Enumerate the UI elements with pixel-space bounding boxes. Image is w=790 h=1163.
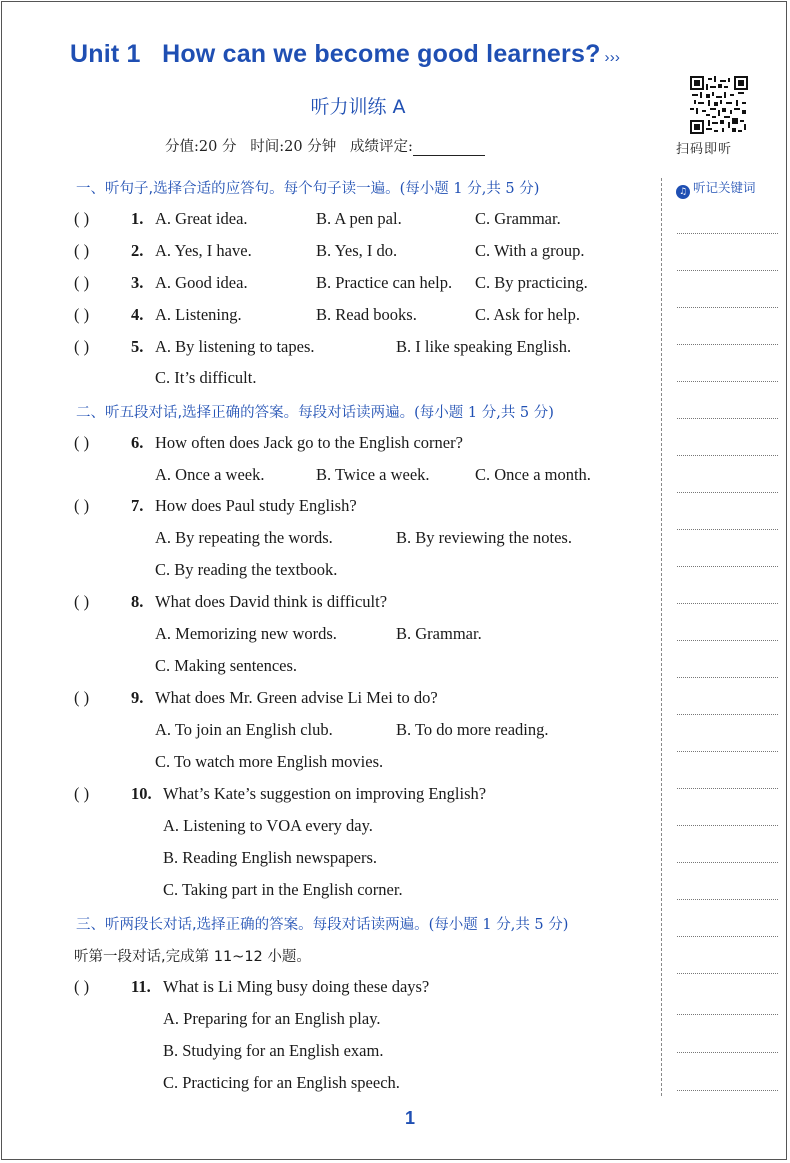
question-number: 10.	[131, 784, 152, 803]
answer-blank[interactable]: ( )	[74, 496, 90, 515]
question-number: 8.	[131, 592, 144, 611]
chevron-icon: ›››	[604, 49, 621, 66]
question-stem: What does David think is difficult?	[155, 592, 388, 611]
section-heading-text: 二、听五段对话,选择正确的答案。每段对话读两遍。	[76, 405, 415, 421]
unit-title	[70, 40, 620, 69]
option-a: A. Good idea.	[155, 273, 248, 292]
keyword-line[interactable]	[677, 455, 778, 456]
keyword-line[interactable]	[677, 788, 778, 789]
keyword-line[interactable]	[677, 381, 778, 382]
keyword-line[interactable]	[677, 751, 778, 752]
question-number: 6.	[131, 433, 144, 452]
qr-code-icon[interactable]	[690, 76, 748, 134]
page-number: 1	[404, 1108, 415, 1128]
keyword-line[interactable]	[677, 603, 778, 604]
option-b: B. Read books.	[316, 305, 417, 324]
question-number: 4.	[131, 305, 144, 324]
question-number: 9.	[131, 688, 144, 707]
keyword-line[interactable]	[677, 862, 778, 863]
option-a: A. To join an English club.	[155, 720, 333, 739]
qr-label: 扫码即听	[676, 142, 733, 157]
option-b: B. Reading English newspapers.	[163, 848, 378, 867]
option-a: A. Yes, I have.	[155, 241, 252, 260]
keyword-line[interactable]	[677, 1052, 778, 1053]
keywords-title-text: 听记关键词	[693, 180, 756, 195]
keyword-line[interactable]	[677, 714, 778, 715]
option-a: A. By listening to tapes.	[155, 337, 315, 356]
section-heading-text: 三、听两段长对话,选择正确的答案。每段对话读两遍。	[76, 917, 429, 933]
keyword-line[interactable]	[677, 492, 778, 493]
option-b: B. Studying for an English exam.	[163, 1041, 384, 1060]
answer-blank[interactable]: ( )	[74, 273, 90, 292]
section-heading-1	[76, 177, 539, 198]
option-b: B. Practice can help.	[316, 273, 453, 292]
section-points: (每小题 1 分,共 5 分)	[414, 405, 554, 421]
keyword-line[interactable]	[677, 1014, 778, 1015]
keyword-line[interactable]	[677, 566, 778, 567]
answer-blank[interactable]: ( )	[74, 209, 90, 228]
exercise-subtitle: 听力训练 A	[310, 96, 406, 118]
question-stem: How does Paul study English?	[155, 496, 357, 515]
option-c: C. With a group.	[475, 241, 585, 260]
option-b: B. Yes, I do.	[316, 241, 398, 260]
answer-blank[interactable]: ( )	[74, 592, 90, 611]
option-a: A. Listening to VOA every day.	[163, 816, 373, 835]
grade-blank	[413, 141, 485, 156]
option-c: C. Making sentences.	[155, 656, 298, 675]
section-points: (每小题 1 分,共 5 分)	[428, 917, 569, 933]
answer-blank[interactable]: ( )	[74, 305, 90, 324]
question-stem: What’s Kate’s suggestion on improving English?	[163, 784, 487, 803]
option-a: A. Once a week.	[155, 465, 265, 484]
keywords-title	[676, 178, 756, 199]
option-c: C. It’s difficult.	[155, 368, 257, 387]
option-b: B. A pen pal.	[316, 209, 402, 228]
question-number: 11.	[131, 977, 151, 996]
keyword-line[interactable]	[677, 973, 778, 974]
option-b: B. I like speaking English.	[396, 337, 572, 356]
keyword-line[interactable]	[677, 899, 778, 900]
option-c: C. By reading the textbook.	[155, 560, 338, 579]
unit-title-text: Unit 1 How can we become good learners?	[70, 40, 601, 68]
question-number: 7.	[131, 496, 144, 515]
option-a: A. Listening.	[155, 305, 242, 324]
keyword-line[interactable]	[677, 677, 778, 678]
option-a: A. Memorizing new words.	[155, 624, 337, 643]
section-heading-text: 一、听句子,选择合适的应答句。每个句子读一遍。	[76, 181, 400, 197]
answer-blank[interactable]: ( )	[74, 337, 90, 356]
keyword-line[interactable]	[677, 825, 778, 826]
option-a: A. By repeating the words.	[155, 528, 333, 547]
section-heading-2	[76, 401, 554, 422]
option-b: B. By reviewing the notes.	[396, 528, 572, 547]
section-points: (每小题 1 分,共 5 分)	[399, 181, 540, 197]
option-b: B. Twice a week.	[316, 465, 430, 484]
question-stem: How often does Jack go to the English corner?	[155, 433, 463, 452]
side-divider	[661, 178, 662, 1096]
question-stem: What does Mr. Green advise Li Mei to do?	[155, 688, 438, 707]
question-number: 5.	[131, 337, 144, 356]
question-number: 3.	[131, 273, 144, 292]
option-c: C. Once a month.	[475, 465, 591, 484]
answer-blank[interactable]: ( )	[74, 688, 90, 707]
keyword-line[interactable]	[677, 936, 778, 937]
keyword-line[interactable]	[677, 344, 778, 345]
option-c: C. To watch more English movies.	[155, 752, 384, 771]
option-c: C. Taking part in the English corner.	[163, 880, 403, 899]
section-heading-3	[76, 913, 568, 934]
keyword-line[interactable]	[677, 1090, 778, 1091]
dialogue-instruction: 听第一段对话,完成第 11~12 小题。	[74, 949, 311, 965]
score-meta-text: 分值:20 分 时间:20 分钟 成绩评定:	[165, 139, 413, 155]
answer-blank[interactable]: ( )	[74, 433, 90, 452]
keyword-line[interactable]	[677, 418, 778, 419]
headphone-icon: ♫	[676, 185, 690, 199]
keyword-line[interactable]	[677, 270, 778, 271]
option-c: C. Practicing for an English speech.	[163, 1073, 400, 1092]
option-c: C. Grammar.	[475, 209, 561, 228]
option-c: C. Ask for help.	[475, 305, 580, 324]
answer-blank[interactable]: ( )	[74, 784, 90, 803]
question-number: 2.	[131, 241, 144, 260]
option-b: B. To do more reading.	[396, 720, 549, 739]
score-meta	[165, 135, 485, 156]
option-a: A. Great idea.	[155, 209, 248, 228]
option-b: B. Grammar.	[396, 624, 482, 643]
option-c: C. By practicing.	[475, 273, 588, 292]
keyword-line[interactable]	[677, 640, 778, 641]
keyword-line[interactable]	[677, 529, 778, 530]
option-a: A. Preparing for an English play.	[163, 1009, 381, 1028]
keyword-line[interactable]	[677, 233, 778, 234]
question-number: 1.	[131, 209, 144, 228]
answer-blank[interactable]: ( )	[74, 977, 90, 996]
keyword-line[interactable]	[677, 307, 778, 308]
question-stem: What is Li Ming busy doing these days?	[163, 977, 430, 996]
answer-blank[interactable]: ( )	[74, 241, 90, 260]
